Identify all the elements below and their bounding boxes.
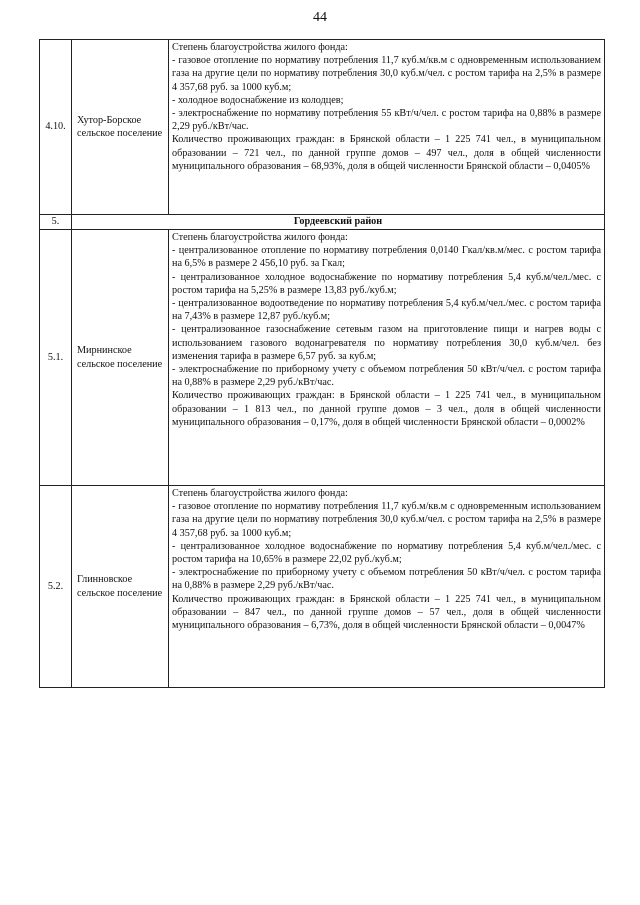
district-row (40, 215, 605, 230)
district-name: Гордеевский район (72, 215, 605, 230)
description-line: - централизованное отопление по нормативу потребления 0,0140 Гкал/кв.м/мес. с ростом тарифа на 6,5% в размере 2 456,10 руб. за Гкал; (172, 245, 601, 270)
description-line: Количество проживающих граждан: в Брянской области – 1 225 741 чел., в муниципальном образовании – 1 813 чел., по данной группе домов – 3 чел., доля в общей численности муниципального образования – 0,17%, доля в общей численности Брянской области – 0,0002% (172, 390, 601, 428)
settlement-name: Мирнинское сельское поселение (72, 230, 169, 486)
settlement-description (169, 230, 605, 486)
description-line: - холодное водоснабжение из колодцев; (172, 94, 344, 106)
settlement-name: Глинновское сельское поселение (72, 486, 169, 688)
row-number: 4.10. (40, 40, 72, 215)
description-line: - электроснабжение по нормативу потребления 55 кВт/ч/чел. с ростом тарифа на 0,88% в размере 2,29 руб./кВт/час. (172, 108, 601, 133)
tariff-table (39, 39, 605, 688)
description-line: - централизованное холодное водоснабжение по нормативу потребления 5,4 куб.м/чел./мес. с ростом тарифа на 10,65% в размере 22,02 руб./куб.м; (172, 540, 601, 566)
description-line: Количество проживающих граждан: в Брянской области – 1 225 741 чел., в муниципальном образовании – 847 чел., по данной группе домов – 57 чел., доля в общей численности муниципального образования – 6,73%, доля в общей численности Брянской области – 0,0047% (172, 593, 601, 632)
row-number: 5.1. (40, 230, 72, 486)
description-line: Степень благоустройства жилого фонда: (172, 42, 348, 53)
settlement-name: Хутор-Борское сельское поселение (72, 40, 169, 215)
description-line: - электроснабжение по приборному учету с объемом потребления 50 кВт/ч/чел. с ростом тарифа на 0,88% в размере 2,29 руб./кВт/час. (172, 567, 601, 592)
table-row (40, 40, 605, 215)
description-line: - централизованное газоснабжение сетевым газом на приготовление пищи и нагрев воды с использованием газового водонагревателя по нормативу потребления 30,0 куб.м/чел. без изменения тарифа в размере 6,57 руб. за куб.м; (172, 324, 601, 362)
description-line: - электроснабжение по приборному учету с объемом потребления 50 кВт/ч/чел. с ростом тарифа на 0,88% в размере 2,29 руб./кВт/час. (172, 364, 601, 389)
settlement-description (169, 40, 605, 215)
description-line: - централизованное холодное водоснабжение по нормативу потребления 5,4 куб.м/чел./мес. с ростом тарифа на 5,25% в размере 13,83 руб./куб.м; (172, 271, 601, 296)
description-line: Количество проживающих граждан: в Брянской области – 1 225 741 чел., в муниципальном образовании – 721 чел., по данной группе домов – 497 чел., доля в общей численности муниципального образования – 68,93%, доля в общей численности Брянской области – 0,0405% (172, 134, 601, 172)
description-line: - газовое отопление по нормативу потребления 11,7 куб.м/кв.м с одновременным использованием газа на другие цели по нормативу потребления 30,0 куб.м/чел. с ростом тарифа на 2,5% в размере 4 357,68 руб. за 1000 куб.м; (172, 501, 601, 539)
description-line: Степень благоустройства жилого фонда: (172, 232, 348, 243)
page-number: 44 (313, 10, 327, 25)
description-line: - централизованное водоотведение по нормативу потребления 5,4 куб.м/чел./мес. с ростом тарифа на 7,43% в размере 12,87 руб./куб.м; (172, 298, 601, 323)
settlement-description (169, 486, 605, 688)
table-row (40, 230, 605, 486)
table-row (40, 486, 605, 688)
description-line: - газовое отопление по нормативу потребления 11,7 куб.м/кв.м с одновременным использованием газа на другие цели по нормативу потребления 30,0 куб.м/чел. с ростом тарифа на 2,5% в размере 4 357,68 руб. за 1000 куб.м; (172, 55, 601, 93)
row-number: 5.2. (40, 486, 72, 688)
district-number: 5. (40, 215, 72, 230)
description-line: Степень благоустройства жилого фонда: (172, 488, 348, 499)
